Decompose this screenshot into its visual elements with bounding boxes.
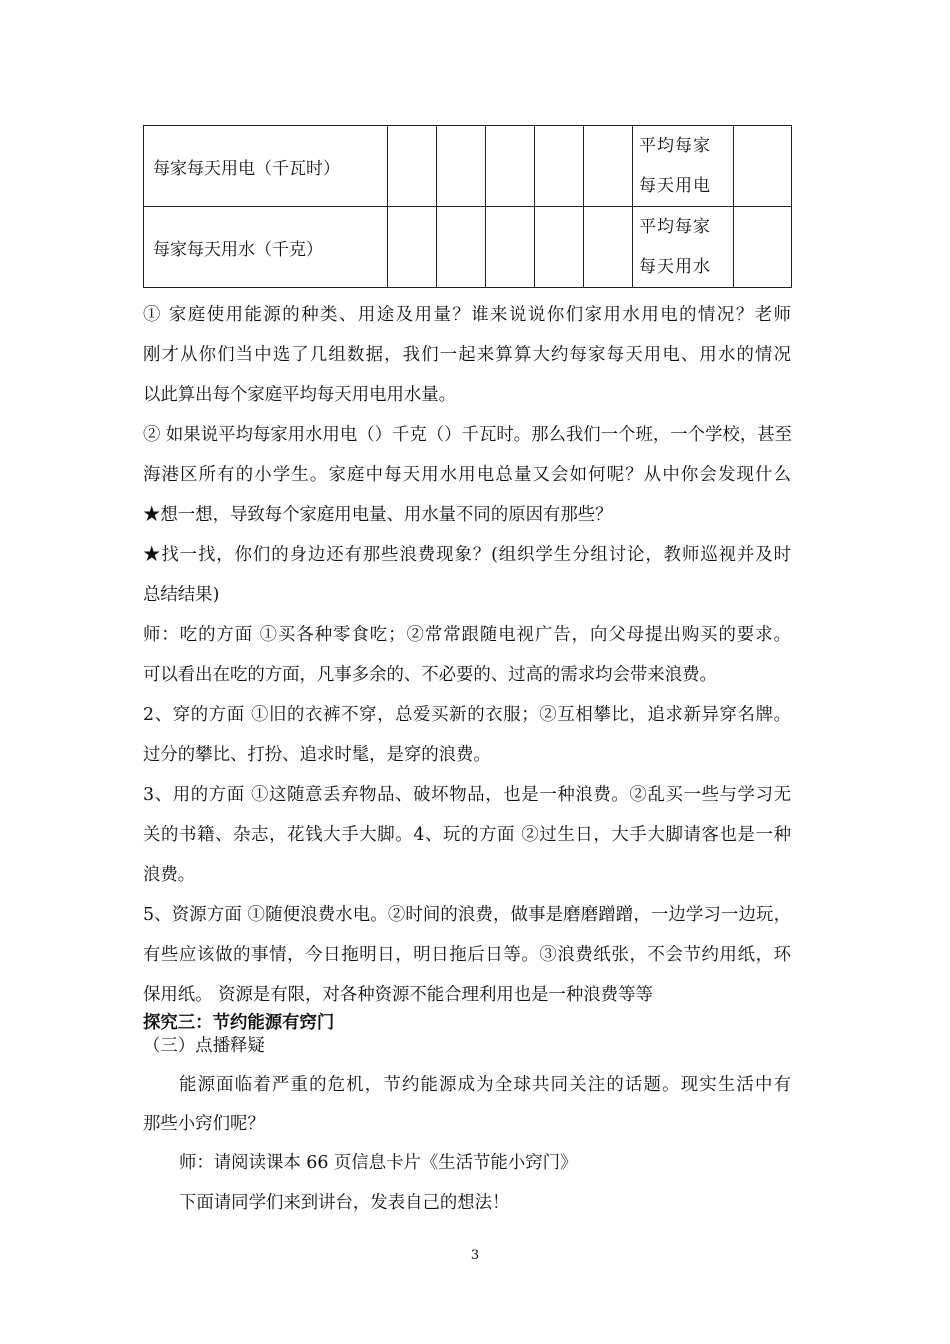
body-line: 3、用的方面 ①这随意丢弃物品、破坏物品，也是一种浪费。②乱买一些与学习无: [143, 785, 791, 805]
row-label-electricity: 每家每天用电（千瓦时）: [144, 126, 388, 207]
body-line: 过分的攀比、打扮、追求时髦，是穿的浪费。: [143, 745, 491, 765]
table-cell: [437, 126, 486, 207]
page-number: 3: [470, 1248, 480, 1263]
table-row: [144, 207, 792, 288]
body-line: 5、资源方面 ①随便浪费水电。②时间的浪费，做事是磨磨蹭蹭，一边学习一边玩，: [143, 905, 791, 925]
table-cell: [584, 207, 633, 288]
avg-label-line: 每天用电: [639, 176, 711, 196]
body-line: ① 家庭使用能源的种类、用途及用量？谁来说说你们家用水用电的情况？老师: [143, 305, 791, 325]
body-line: 有些应该做的事情，今日拖明日，明日拖后日等。③浪费纸张，不会节约用纸，环: [143, 945, 791, 965]
avg-label-line: 平均每家: [639, 136, 711, 156]
paragraph: 师：请阅读课本 66 页信息卡片《生活节能小窍门》: [179, 1153, 578, 1173]
body-line: 关的书籍、杂志，花钱大手大脚。4、玩的方面 ②过生日，大手大脚请客也是一种: [143, 825, 791, 845]
avg-label-electricity: [633, 126, 734, 207]
section-heading: 探究三：节约能源有窍门: [143, 1013, 335, 1033]
table-cell: [486, 126, 535, 207]
body-line: 师：吃的方面 ①买各种零食吃；②常常跟随电视广告，向父母提出购买的要求。: [143, 625, 791, 645]
table-cell: [734, 126, 792, 207]
table-cell: [535, 126, 584, 207]
table-cell: [584, 126, 633, 207]
body-line: 海港区所有的小学生。家庭中每天用水用电总量又会如何呢？从中你会发现什么: [143, 465, 791, 485]
survey-table: [143, 125, 792, 288]
body-line: ② 如果说平均每家用水用电（）千克（）千瓦时。那么我们一个班，一个学校，甚至: [143, 425, 792, 445]
paragraph: 下面请同学们来到讲台，发表自己的想法！: [179, 1193, 510, 1213]
table-cell: [734, 207, 792, 288]
paragraph-line: 能源面临着严重的危机，节约能源成为全球共同关注的话题。现实生活中有: [179, 1075, 791, 1095]
table-row: [144, 126, 792, 207]
row-label-water: 每家每天用水（千克）: [144, 207, 388, 288]
body-line: ★想一想，导致每个家庭用电量、用水量不同的原因有那些？: [143, 505, 613, 525]
table-cell: [535, 207, 584, 288]
avg-label-line: 平均每家: [639, 217, 711, 237]
table-cell: [486, 207, 535, 288]
body-line: 刚才从你们当中选了几组数据，我们一起来算算大约每家每天用电、用水的情况: [143, 345, 791, 365]
table-cell: [437, 207, 486, 288]
avg-label-line: 每天用水: [639, 257, 711, 277]
body-line: 总结结果): [143, 585, 220, 605]
body-line: 保用纸。 资源是有限，对各种资源不能合理利用也是一种浪费等等: [143, 985, 653, 1005]
body-line: ★找一找，你们的身边还有那些浪费现象？(组织学生分组讨论，教师巡视并及时: [143, 545, 791, 565]
body-line: 可以看出在吃的方面，凡事多余的、不必要的、过高的需求均会带来浪费。: [143, 665, 717, 685]
body-line: 2、穿的方面 ①旧的衣裤不穿，总爱买新的衣服；②互相攀比，追求新异穿名牌。: [143, 705, 791, 725]
paragraph-line: 那些小窍们呢？: [143, 1114, 265, 1134]
table-cell: [388, 207, 437, 288]
subheading: （三）点播释疑: [143, 1036, 265, 1056]
avg-label-water: [633, 207, 734, 288]
table-cell: [388, 126, 437, 207]
body-line: 以此算出每个家庭平均每天用电用水量。: [143, 385, 457, 405]
body-line: 浪费。: [143, 865, 196, 885]
